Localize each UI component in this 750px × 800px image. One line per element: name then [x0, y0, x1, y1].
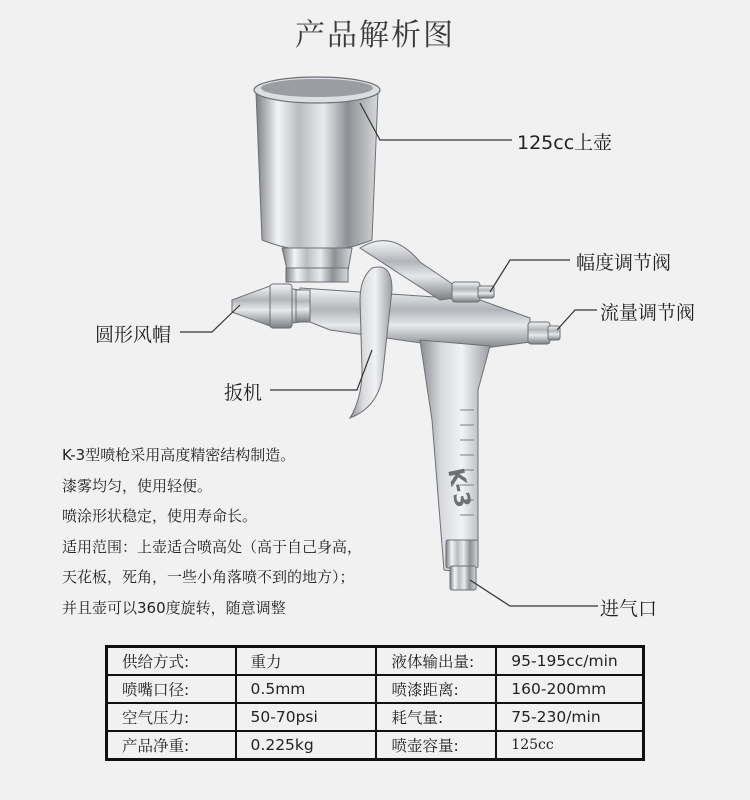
table-row — [107, 731, 644, 760]
table-row — [107, 647, 644, 676]
spec-table — [105, 645, 645, 761]
description-line: 天花板，死角，一些小角落喷不到的地方）； — [62, 568, 355, 586]
description-line: 喷涂形状稳定，使用寿命长。 — [62, 507, 258, 525]
spec-value: 重力 — [236, 647, 377, 676]
callout-flow-valve: 流量调节阀 — [600, 302, 696, 324]
description-line: 适用范围：上壶适合喷高处（高于自己身高， — [62, 537, 363, 556]
description-line: 并且壶可以360度旋转，随意调整 — [62, 598, 286, 617]
spec-value: 75-230/min — [496, 703, 643, 731]
callout-trigger: 扳机 — [224, 382, 263, 404]
table-row — [107, 703, 644, 731]
spec-value: 0.5mm — [236, 675, 377, 703]
spec-value: 95-195cc/min — [496, 647, 643, 676]
spec-label: 耗气量: — [376, 703, 496, 731]
callout-air-inlet: 进气口 — [600, 598, 658, 620]
cup-icon — [254, 77, 380, 282]
description-line: K-3型喷枪采用高度精密结构制造。 — [62, 446, 296, 464]
gun-model-mark: K-3 — [442, 466, 475, 510]
spec-label: 供给方式: — [107, 647, 236, 676]
description-line: 漆雾均匀，使用轻便。 — [62, 476, 213, 495]
spec-value: 160-200mm — [496, 675, 643, 703]
spec-label: 喷漆距离: — [376, 675, 496, 703]
spec-value: 50-70psi — [236, 703, 377, 731]
callout-air-cap: 圆形风帽 — [95, 324, 172, 346]
page-title: 产品解析图 — [295, 18, 455, 53]
spec-label: 空气压力: — [107, 703, 236, 731]
callout-cup: 125cc上壶 — [517, 132, 613, 154]
product-description — [62, 440, 362, 623]
table-row — [107, 675, 644, 703]
spec-label: 液体输出量: — [376, 647, 496, 676]
spec-value: 125cc — [496, 731, 643, 760]
spec-label: 产品净重: — [107, 731, 236, 760]
spec-label: 喷壶容量: — [376, 731, 496, 760]
spec-label: 喷嘴口径: — [107, 675, 236, 703]
callout-fan-valve: 幅度调节阀 — [576, 252, 672, 274]
spec-value: 0.225kg — [236, 731, 377, 760]
